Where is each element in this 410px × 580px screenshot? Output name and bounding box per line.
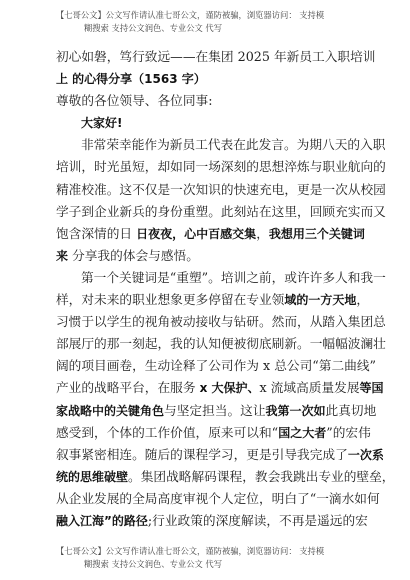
footer-line-2: 糊搜索 支持公文润色、专业公文 代写 [84, 559, 223, 569]
text-segment: 饱含深情的日 [56, 225, 137, 241]
bold-segment: 融入江海”的路径 [56, 513, 148, 528]
text-segment: 样，对未来的职业想象更多停留在专业领 [56, 292, 285, 308]
text-segment: x 流域高质量发展 [259, 380, 360, 396]
header-line-1: 【七哥公文】公文写作请认准七哥公文，谨防被骗，浏览器访问： 支持模 [56, 10, 325, 20]
text-segment: ;行业政策的深度解读，不再是遥远的宏 [147, 512, 368, 528]
paragraph-line [56, 377, 384, 399]
paragraph-line: 阔的项目画卷，生动诠释了公司作为 x 总公司“第二曲线” [56, 358, 377, 374]
paragraph-line: 习惯于以学生的视角被动接收与钻研。然而，从踏入集团总 [56, 314, 386, 330]
page-header-watermark [56, 9, 370, 35]
paragraph-line: 从企业发展的全局高度审视个人定位，明白了“一滴水如何 [56, 490, 380, 506]
paragraph-line [56, 466, 395, 488]
document-body [56, 46, 395, 532]
bold-segment: 域的一方天地 [284, 293, 357, 308]
paragraph-line [56, 510, 368, 532]
paragraph-line: 部展厅的那一刻起，我的认知便被彻底刷新。一幅幅波澜壮 [56, 336, 386, 352]
bold-segment: 来 [56, 248, 69, 263]
bold-segment: x 大保护、 [199, 381, 260, 396]
header-line-2: 糊搜索 支持公文润色、专业公文 代写 [84, 23, 223, 33]
bold-segment: 统的思维破壁 [56, 469, 129, 484]
footer-line-1: 【七哥公文】公文写作请认准七哥公文，谨防被骗，浏览器访问： 支持模 [56, 546, 325, 556]
text-segment: 与坚定担当 [164, 402, 228, 418]
bold-segment: 我想用三个关键词 [268, 226, 365, 241]
greeting [56, 112, 356, 134]
paragraph-line: 第一个关键词是“重塑”。培训之前，或许许多人和我一 [81, 269, 386, 285]
text-segment: 分享我的体会与感悟。 [68, 247, 199, 263]
paragraph-line [56, 245, 356, 267]
paragraph-line [56, 223, 365, 245]
text-segment: 叙事紧密相连。随后的课程学习，更是引导我完成了 [56, 446, 348, 462]
text-segment: 产业的战略平台，在服务 [56, 380, 200, 396]
bold-segment: 国之大者 [278, 425, 327, 440]
text-segment: 此真切地 [325, 402, 377, 418]
paragraph-line: 培训，时光虽短，却如同一场深刻的思想淬炼与职业航向的 [56, 159, 386, 175]
paragraph-line [56, 289, 370, 311]
greeting-text: 大家好! [81, 116, 123, 131]
paragraph-line: 精准校准。这不仅是一次知识的快速充电，更是一次从校园 [56, 181, 386, 197]
paragraph-line: 非常荣幸能作为新员工代表在此发言。为期八天的入职 [81, 137, 386, 153]
title-line-2 [56, 68, 356, 90]
text-segment: 感受到，个体的工作价值，原来可以和“ [56, 424, 279, 440]
bold-segment: 一次系 [347, 447, 384, 462]
paragraph-line [56, 400, 377, 422]
bold-segment: 日夜夜，心中百感交集 [136, 226, 257, 241]
text-segment: ， [256, 225, 269, 241]
bold-segment: 我第一次如 [265, 403, 326, 418]
bold-segment: 家战略中的关键角色 [56, 403, 165, 418]
bold-segment: 等国 [359, 381, 384, 396]
text-segment: ”的宏伟 [326, 424, 371, 440]
text-segment: ， [356, 292, 370, 308]
text-segment: 。集团战略解码课程，教会我跳出专业的壁垒， [128, 468, 395, 484]
paragraph-line [56, 444, 384, 466]
paragraph-line: 学子到企业新兵的身份重塑。此刻站在这里，回顾充实而又 [56, 203, 386, 219]
text-segment: 。这让 [227, 402, 266, 418]
title-subline: 上 的心得分享（1563 字） [56, 72, 206, 87]
salutation: 尊敬的各位领导、各位同事: [56, 93, 213, 109]
paragraph-line [56, 422, 371, 444]
title-line-1: 初心如磐，笃行致远——在集团 2025 年新员工入职培训 [56, 49, 376, 64]
page-footer-watermark [56, 545, 370, 571]
